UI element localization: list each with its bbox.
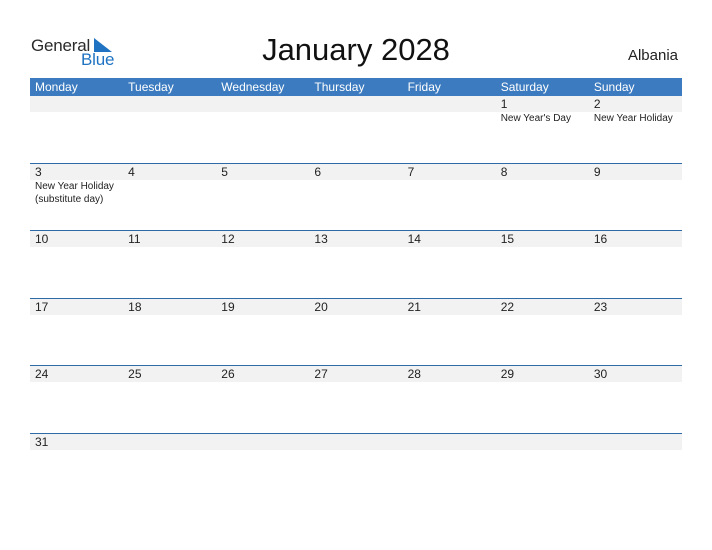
weekday-sunday: Sunday [593,80,635,94]
day-number: 1 [500,97,508,111]
day-cell [309,434,402,501]
day-cell [589,299,682,366]
day-cell [309,299,402,366]
day-number: 12 [221,232,235,246]
day-number [221,434,309,450]
day-cell [123,299,216,366]
weekday-wednesday: Wednesday [221,80,285,94]
day-number: 16 [593,232,608,246]
day-cell [496,164,589,231]
day-number: 29 [500,367,515,381]
day-cell [309,164,402,231]
country-label: Albania [627,47,678,64]
day-number [35,96,123,112]
week-row [30,365,682,433]
week-row [30,298,682,366]
holiday-label: New Year Holiday [593,113,673,124]
day-cell [403,434,496,501]
weekday-friday: Friday [407,80,441,94]
day-number: 25 [128,367,142,381]
day-cell [403,96,496,163]
calendar-grid [30,78,682,500]
day-number [314,434,402,450]
day-cell [30,164,123,231]
day-number: 31 [35,434,49,449]
day-cell [123,164,216,231]
day-number: 14 [407,232,421,246]
day-cell [496,231,589,298]
day-cell [496,434,589,501]
day-cell [123,366,216,433]
day-cell [216,164,309,231]
week-row [30,163,682,231]
day-number: 9 [593,164,601,179]
page-title: January 2028 [262,32,450,67]
day-cell [589,231,682,298]
day-number: 26 [221,367,235,381]
day-number [501,434,589,450]
day-cell [216,366,309,433]
day-cell [403,164,496,231]
day-number: 11 [128,232,141,246]
day-number [594,434,682,450]
day-cell [403,299,496,366]
weekday-saturday: Saturday [500,80,549,94]
day-number: 27 [314,367,328,381]
day-cell [496,299,589,366]
logo-word-blue: Blue [81,50,115,69]
day-number: 2 [593,97,601,111]
day-number: 19 [221,299,235,314]
day-number [314,96,402,112]
day-number [408,96,496,112]
day-cell [496,366,589,433]
day-number: 21 [407,299,421,314]
day-cell [403,366,496,433]
day-number: 3 [35,164,42,179]
day-cell [309,231,402,298]
day-cell [403,231,496,298]
day-cell [216,231,309,298]
day-number: 30 [593,367,608,381]
day-cell [309,366,402,433]
day-number: 17 [35,299,49,314]
day-number: 7 [407,164,415,179]
day-number [128,96,216,112]
day-number: 8 [500,164,508,179]
day-cell [30,96,123,163]
day-cell [30,366,123,433]
day-cell [123,231,216,298]
day-number: 15 [500,232,515,246]
day-number: 6 [314,164,322,179]
day-cell [589,366,682,433]
day-number: 13 [314,232,328,246]
day-number [408,434,496,450]
week-row [30,230,682,298]
weekday-tuesday: Tuesday [128,80,174,94]
holiday-label: New Year Holiday (substitute day) [35,180,114,205]
day-cell [216,96,309,163]
day-cell [216,434,309,501]
day-number: 5 [221,164,228,179]
holiday-label: New Year's Day [500,113,571,124]
day-number: 18 [128,299,142,314]
day-number: 28 [407,367,421,381]
day-number: 4 [128,164,135,179]
day-cell [309,96,402,163]
weekday-monday: Monday [35,80,78,94]
logo-word-general: General [31,36,91,55]
day-cell [216,299,309,366]
day-cell [123,96,216,163]
day-cell [589,434,682,501]
day-number: 22 [500,299,515,314]
day-number [221,96,309,112]
day-cell [589,96,682,163]
day-cell [30,231,123,298]
day-number [128,434,216,450]
day-number: 20 [314,299,328,314]
weekday-header [30,78,682,96]
day-cell [30,434,123,501]
day-number: 24 [35,367,49,381]
day-number: 23 [593,299,608,314]
day-cell [123,434,216,501]
week-row [30,96,682,163]
day-cell [496,96,589,163]
day-cell [589,164,682,231]
day-number: 10 [35,232,49,246]
day-cell [30,299,123,366]
weeks-container [30,96,682,500]
weekday-thursday: Thursday [314,80,365,94]
week-row [30,433,682,501]
